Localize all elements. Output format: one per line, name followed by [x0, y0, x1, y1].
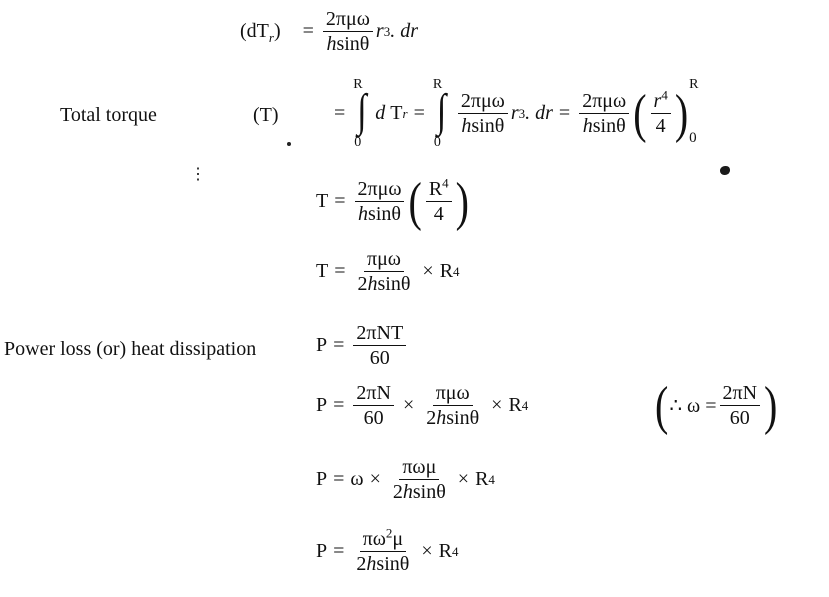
eq-line-6: P = $\frac{2\pi N}{60}$ × $\frac{\text{πμω}}{2hsin\theta}$ × R 4 — [316, 382, 529, 430]
power-loss-label: Power loss (or) heat dissipation — [4, 338, 257, 360]
total-torque-label: Total torque — [60, 104, 157, 126]
eq-line-5: P = $\frac{\text{2πNT}}{60}$ — [316, 322, 409, 370]
fraction-r4-over-4: $\frac{r^4}{4}$ — [651, 90, 671, 138]
fraction-2piN-over-60-b: $\frac{2\pi N}{60}$ — [720, 382, 761, 430]
eq-line-1: $(dT_r)$ = $\frac{\text{2πμω}}{hsin\theta}$ r 3 . dr — [240, 8, 418, 56]
fraction-7: $\frac{\text{πωμ}}{2hsin\theta}$ — [392, 456, 446, 504]
ink-smudge — [720, 166, 730, 175]
fraction-R4-over-4: $\frac{R^4}{4}$ — [426, 178, 452, 226]
eq-line-3: T = $\frac{\text{2πμω}}{hsin\theta}$ ( $\frac{R^4}{4}$ ) — [316, 170, 469, 232]
fraction-4: $\frac{\text{2πμω}}{hsin\theta}$ — [355, 178, 405, 226]
dtr-label: $(dT_r)$ — [240, 20, 281, 46]
fraction-2pimuomega-over-hsintheta: $\frac{\text{2πμω}}{hsin\theta}$ — [323, 8, 373, 56]
stray-dot — [287, 142, 291, 146]
omega-definition: ( ∴ ω = $\frac{2\pi N}{60}$ ) — [655, 374, 778, 436]
eq-line-7: P = ω × $\frac{\text{πωμ}}{2hsin\theta}$ × R 4 — [316, 456, 495, 504]
integral-sign-2: R ∫ 0 — [432, 76, 447, 150]
stray-mark: ⋮ — [190, 166, 206, 183]
fraction-2piN-over-60: $\frac{2\pi N}{60}$ — [353, 382, 394, 430]
integral-sign: R ∫ 0 — [353, 76, 367, 150]
fraction-6: $\frac{\text{πμω}}{2hsin\theta}$ — [426, 382, 480, 430]
eq-line-8: P = $\frac{\pi\omega^2\mu}{2hsin\theta}$ × R 4 — [316, 525, 459, 576]
torque-symbol: (T) — [253, 104, 279, 126]
fraction-2piNT-over-60: $\frac{\text{2πNT}}{60}$ — [353, 322, 406, 370]
eq-line-4: T = $\frac{\text{πμω}}{2hsin\theta}$ × R 4 — [316, 248, 460, 296]
eq-line-2: = R ∫ 0 d T r = R ∫ 0 $\frac{\text{2πμω}}{hsin\theta}$ r 3 . dr = $\frac{\text{2πμω}}{hsin\theta}$ ( $\frac{r^4}{4}$ ) R 0 — [334, 90, 703, 138]
fraction-5: $\frac{\text{πμω}}{2hsin\theta}$ — [357, 248, 411, 296]
fraction-8: $\frac{\pi\omega^2\mu}{2hsin\theta}$ — [356, 525, 410, 576]
fraction-3: $\frac{\text{2πμω}}{hsin\theta}$ — [579, 90, 629, 138]
evaluation-limits: R 0 — [689, 76, 699, 146]
fraction-2: $\frac{\text{2πμω}}{hsin\theta}$ — [458, 90, 508, 138]
